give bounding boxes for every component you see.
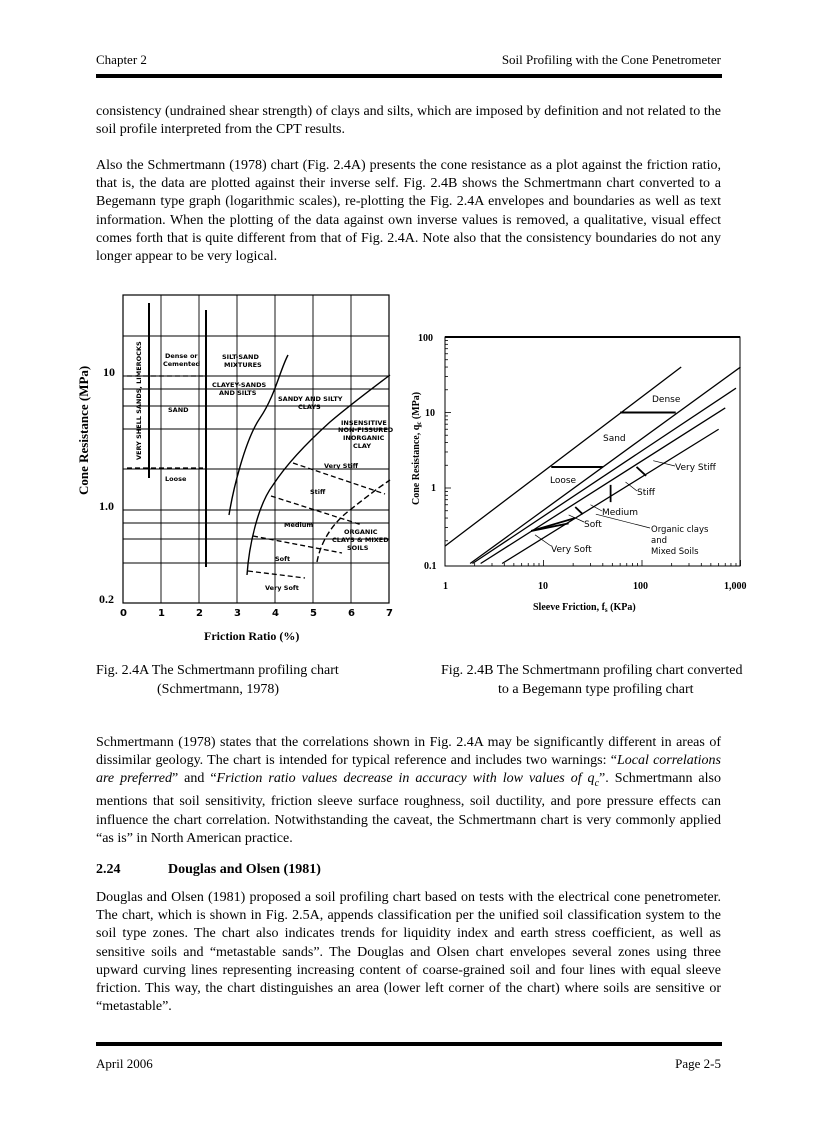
- y-tick: 100: [418, 333, 433, 344]
- series-boundary-1: [445, 367, 681, 546]
- zone-label: Loose: [165, 475, 187, 483]
- x-tick: 1: [158, 608, 165, 619]
- x-tick: 10: [538, 581, 548, 592]
- zone-label: INSENSITIVE: [341, 419, 387, 427]
- x-tick: 100: [633, 581, 648, 592]
- zone-label: SILT-SAND: [222, 353, 259, 361]
- zone-label: SOILS: [347, 544, 369, 552]
- plot-frame: [123, 295, 389, 603]
- x-tick: 0: [120, 608, 127, 619]
- zone-boundary-curve: [229, 355, 288, 515]
- section-number: 2.24: [96, 862, 121, 877]
- x-tick: 6: [348, 608, 355, 619]
- x-tick: 1: [443, 581, 448, 592]
- zone-label: Stiff: [310, 488, 326, 496]
- paragraph: consistency (undrained shear strength) of clays and silts, which are imposed by definition and not related to the soil profile interpreted from the CPT results.: [96, 104, 721, 138]
- zone-label: SAND: [168, 406, 189, 414]
- footer-date: April 2006: [96, 1056, 153, 1071]
- zone-label: CLAYS & MIXED: [332, 536, 389, 544]
- x-tick: 2: [196, 608, 203, 619]
- zone-label: Very Stiff: [675, 463, 716, 473]
- zone-label: Very Soft: [265, 584, 299, 592]
- consistency-boundary: [575, 507, 582, 514]
- figure-caption-b-line2: to a Begemann type profiling chart: [498, 682, 694, 697]
- y-tick: 0.2: [99, 592, 114, 606]
- zone-label: Stiff: [637, 488, 655, 498]
- x-tick: 3: [234, 608, 241, 619]
- figure-caption-a: Fig. 2.4A The Schmertmann profiling chart: [96, 663, 339, 678]
- x-tick: 4: [272, 608, 279, 619]
- consistency-boundary: [248, 571, 305, 578]
- y-tick: 1: [431, 483, 436, 494]
- y-tick: 10: [103, 365, 115, 379]
- zone-label: VERY SHELL SANDS, LIMEROCKS: [135, 341, 143, 460]
- label-leader: [535, 535, 551, 546]
- footer-rule: [96, 1042, 722, 1046]
- y-tick: 10: [425, 408, 435, 419]
- zone-label: Loose: [550, 476, 577, 486]
- zone-label: Medium: [284, 521, 314, 529]
- paragraph: Douglas and Olsen (1981) proposed a soil profiling chart based on tests with the electrical cone penetrometer. The chart, which is shown in Fig. 2.5A, appends classification per the unified soil classification system to the soil type zones. The chart also indicates trends for liquidity index and earth stress coefficient, as well as sensitive soils and “metastable sands”. The Douglas and Olsen chart envelopes several zones using three upward curving lines representing increasing content of coarse-grained soil and four lines with equal sleeve friction. This way, the chart distinguishes an area (lower left corner of the chart) where soils are sensitive or “metastable”.: [96, 890, 721, 1015]
- y-axis-label: Cone Resistance (MPa): [76, 365, 91, 495]
- zone-label: CLAY: [353, 442, 372, 450]
- zone-label: and: [651, 536, 667, 546]
- zone-label: Organic clays: [651, 525, 709, 535]
- footer-page-number: Page 2-5: [675, 1056, 721, 1071]
- x-tick: 5: [310, 608, 317, 619]
- zone-label: Mixed Soils: [651, 547, 699, 557]
- zone-label: Medium: [602, 508, 638, 518]
- zone-label: CLAYEY-SANDS: [212, 381, 267, 389]
- y-axis-label: Cone Resistance, $q_c$ (MPa): [411, 391, 423, 505]
- label-leader: [653, 461, 675, 466]
- paragraph: Also the Schmertmann (1978) chart (Fig. 2.4A) presents the cone resistance as a plot against the friction ratio, that is, the data are plotted against their inverse self. Fig. 2.4B shows the Schmertmann chart converted to a Begemann type graph (logarithmic scales), re-plotting the Fig. 2.4A envelopes and boundaries as well as text information. When the plotting of the data against own inverse values is removed, a qualitative, visual effect comes forth that is quite different from that of Fig. 2.4A. Note also that the consistency boundaries do not any longer appear to be very logical.: [96, 158, 721, 265]
- zone-label: Dense or: [165, 352, 198, 360]
- paragraph: Schmertmann (1978) states that the correlations shown in Fig. 2.4A may be significantly different in areas of dissimilar geology. The chart is intended for typical reference and includes two warnings: “Local correlations are preferred” and “Friction ratio values decrease in accuracy with low values of $q_c$”. Schmertmann also mentions that soil sensitivity, friction sleeve surface roughness, soil ductility, and pore pressure effects can influence the chart correlation. Notwithstanding the caveat, the Schmertmann chart is very commonly applied “as is” in North American practice.: [96, 735, 721, 846]
- zone-label: Soft: [275, 555, 291, 563]
- zone-label: MIXTURES: [224, 361, 262, 369]
- zone-label: Cemented: [163, 360, 201, 368]
- y-tick: 1.0: [99, 499, 114, 513]
- section-heading: Douglas and Olsen (1981): [168, 862, 321, 877]
- header-chapter: Chapter 2: [96, 52, 147, 67]
- zone-label: Soft: [584, 520, 602, 530]
- series-boundary-3: [472, 388, 736, 563]
- figure-caption-b: Fig. 2.4B The Schmertmann profiling chart converted: [441, 663, 743, 678]
- header-title: Soil Profiling with the Cone Penetrometer: [501, 52, 721, 67]
- zone-label: INORGANIC: [343, 434, 385, 442]
- zone-label: NON-FISSURED: [338, 426, 394, 434]
- zone-label: Sand: [603, 434, 626, 444]
- zone-label: ORGANIC: [344, 528, 378, 536]
- zone-label: AND SILTS: [219, 389, 257, 397]
- figure-caption-a-source: (Schmertmann, 1978): [157, 682, 280, 697]
- zone-label: SANDY AND SILTY: [278, 395, 343, 403]
- x-tick: 7: [386, 608, 393, 619]
- consistency-boundary: [637, 467, 647, 476]
- zone-label: Very Stiff: [324, 462, 359, 470]
- x-axis-label: Sleeve Friction, $f_s$ (KPa): [533, 602, 636, 614]
- x-axis-label: Friction Ratio (%): [204, 629, 300, 643]
- series-boundary-4: [481, 408, 726, 564]
- zone-label: CLAYS: [298, 403, 321, 411]
- x-tick: 1,000: [724, 581, 747, 592]
- zone-label: Very Soft: [551, 545, 592, 555]
- y-tick: 0.1: [424, 561, 437, 572]
- zone-label: Dense: [652, 395, 681, 405]
